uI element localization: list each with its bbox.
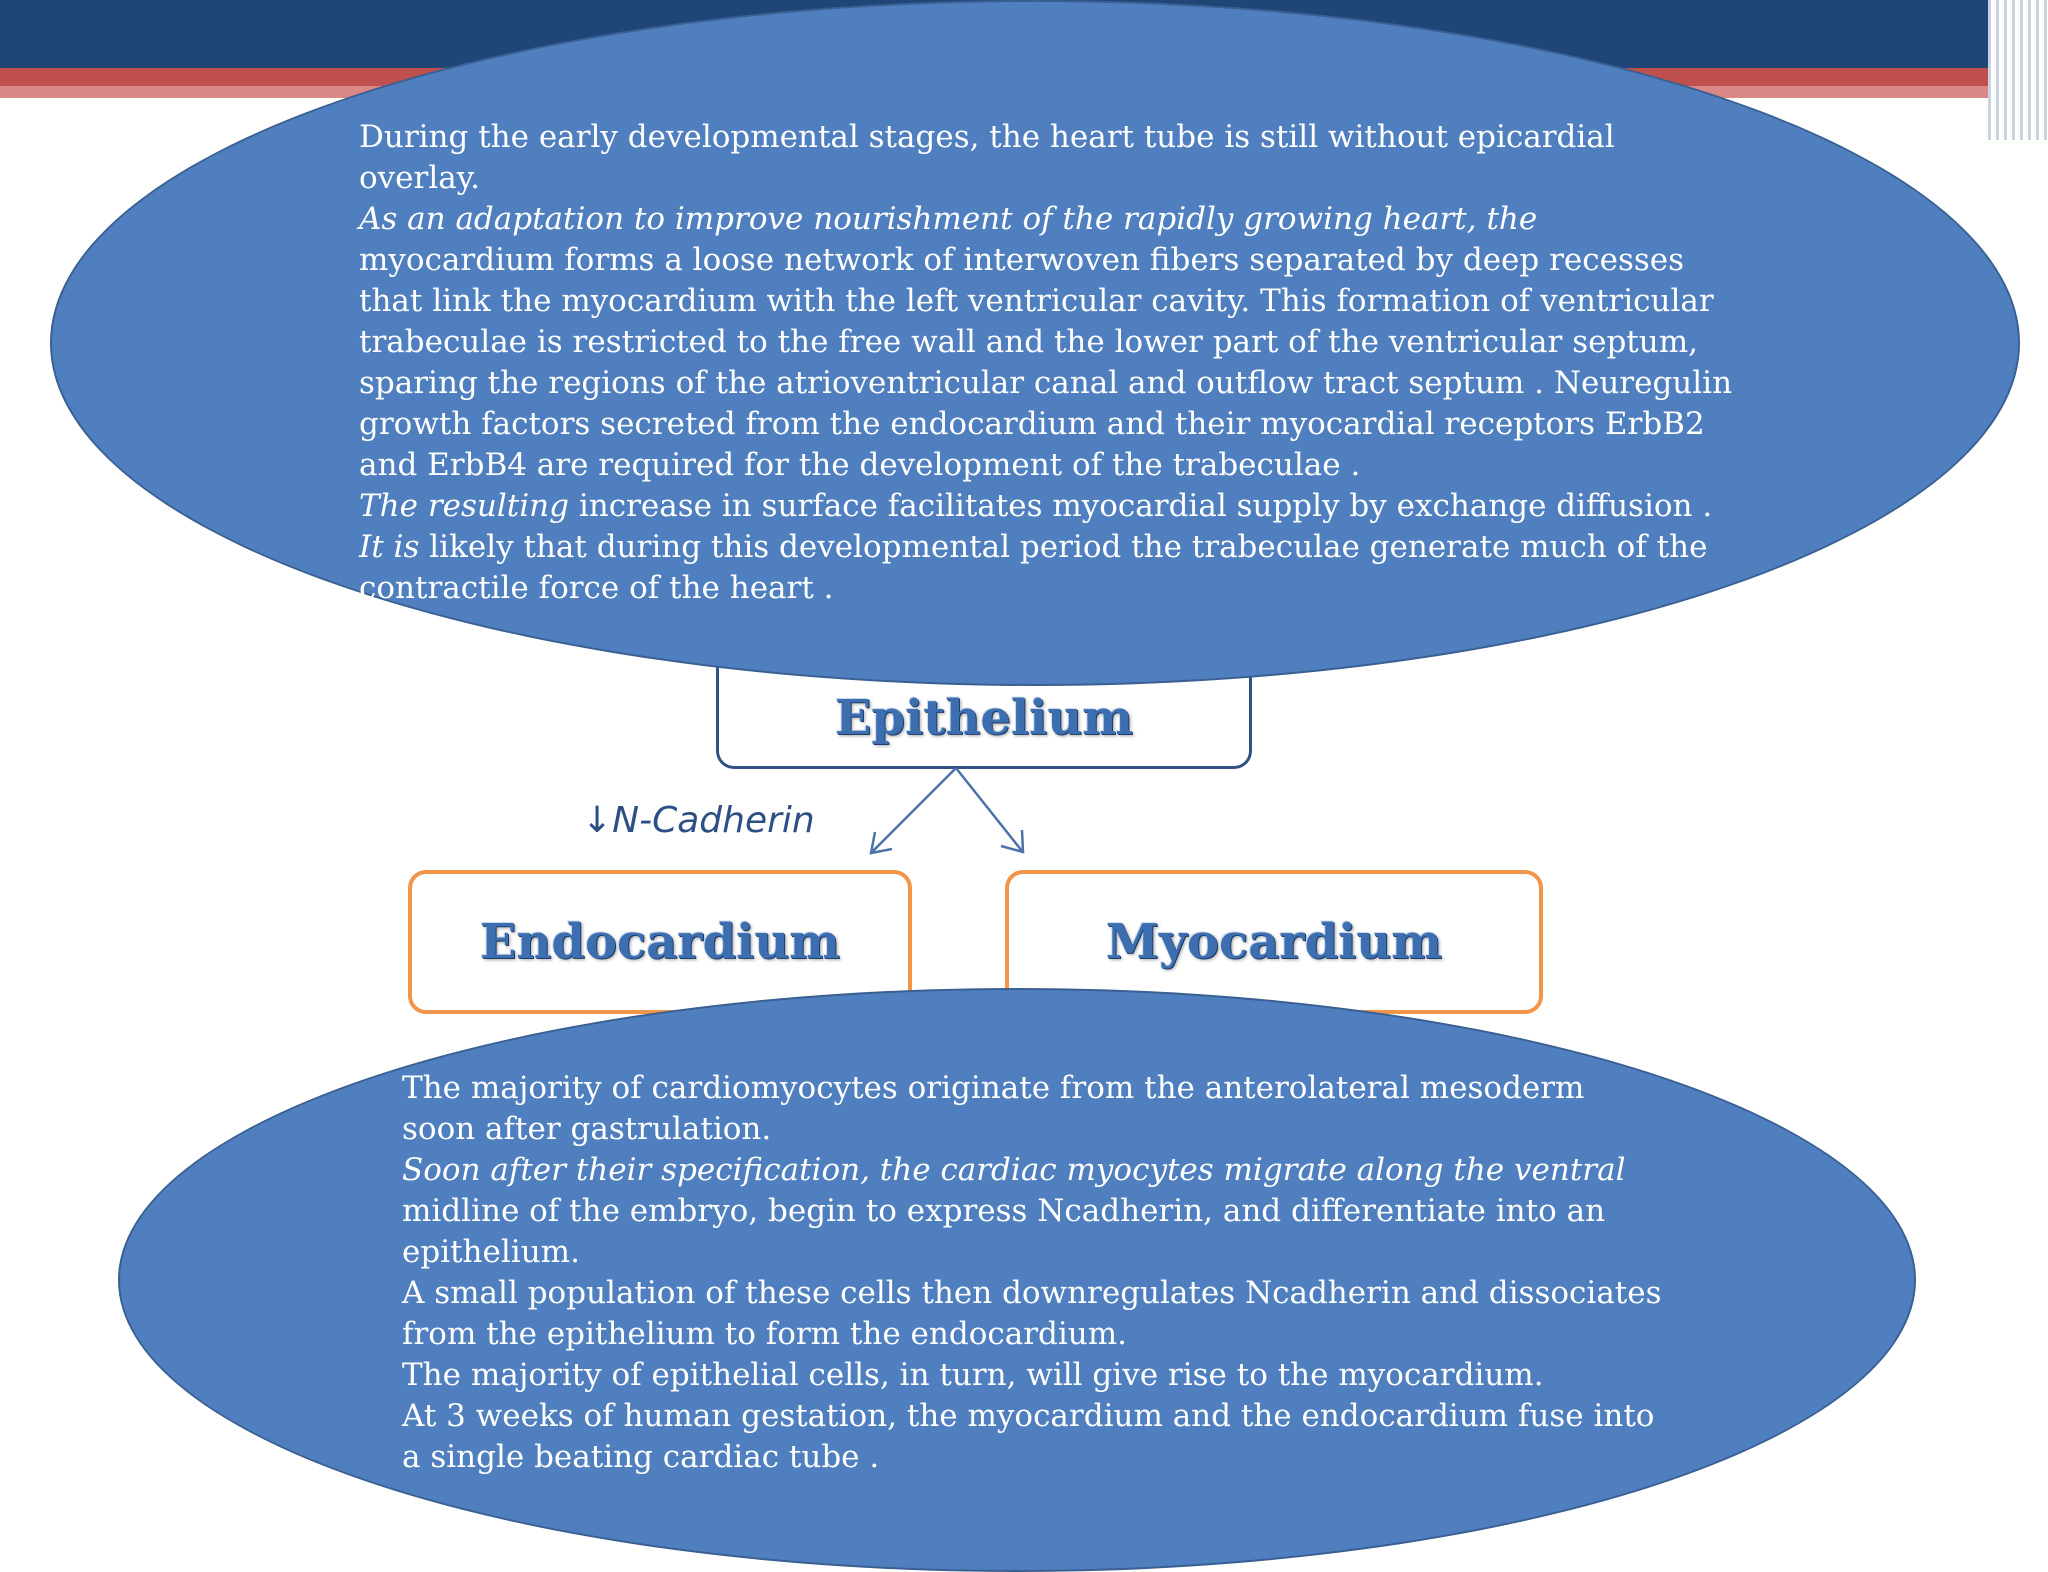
bottom-p1: The majority of cardiomyocytes originate from the anterolateral mesoderm soon after gastrulation. <box>402 1070 1585 1147</box>
top-last-paragraph <box>359 486 1739 609</box>
top-ellipse-text <box>359 117 1739 609</box>
top-line-3: myocardium forms a loose network of interwoven fibers separated by deep recesses that link the myocardium with the left ventricular cavity. This formation of ventricular trabeculae is restricted to the free wall and the lower part of the ventricular septum, sparing the regions of the atrioventricular canal and outflow tract septum . Neuregulin growth factors secreted from the endocardium and their myocardial receptors ErbB2 and ErbB4 are required for the development of the trabeculae . <box>359 242 1733 483</box>
n-cadherin-label: ↓N-Cadherin <box>582 800 815 841</box>
top-end: likely that during this developmental period the trabeculae generate much of the contractile force of the heart . <box>359 529 1708 606</box>
bottom-p2-italic: Soon after their specification, the cardiac myocytes migrate along the ventral <box>402 1152 1626 1188</box>
arrow-to-myocardium <box>956 768 1022 851</box>
bottom-p3: A small population of these cells then downregulates Ncadherin and dissociates from the epithelium to form the endocardium. <box>402 1275 1662 1352</box>
top-line-2: As an adaptation to improve nourishment of the rapidly growing heart, the <box>359 201 1538 237</box>
epithelium-label: Epithelium <box>834 690 1134 746</box>
bottom-p2-rest: midline of the embryo, begin to express Ncadherin, and differentiate into an epithelium. <box>402 1193 1606 1270</box>
top-italic-mid: It is <box>359 529 420 565</box>
arrow-to-endocardium <box>873 768 956 851</box>
top-middle: increase in surface facilitates myocardial supply by exchange diffusion . <box>568 488 1713 524</box>
myocardium-label: Myocardium <box>1105 914 1443 970</box>
bottom-ellipse-text <box>402 1068 1662 1478</box>
bottom-p5: At 3 weeks of human gestation, the myocardium and the endocardium fuse into a single beating cardiac tube . <box>402 1398 1655 1475</box>
bottom-p4: The majority of epithelial cells, in turn, will give rise to the myocardium. <box>402 1357 1544 1393</box>
top-italic-start: The resulting <box>359 488 569 524</box>
top-line-1: During the early developmental stages, the heart tube is still without epicardial overlay. <box>359 119 1615 196</box>
endocardium-label: Endocardium <box>479 914 841 970</box>
bottom-p2 <box>402 1150 1662 1273</box>
